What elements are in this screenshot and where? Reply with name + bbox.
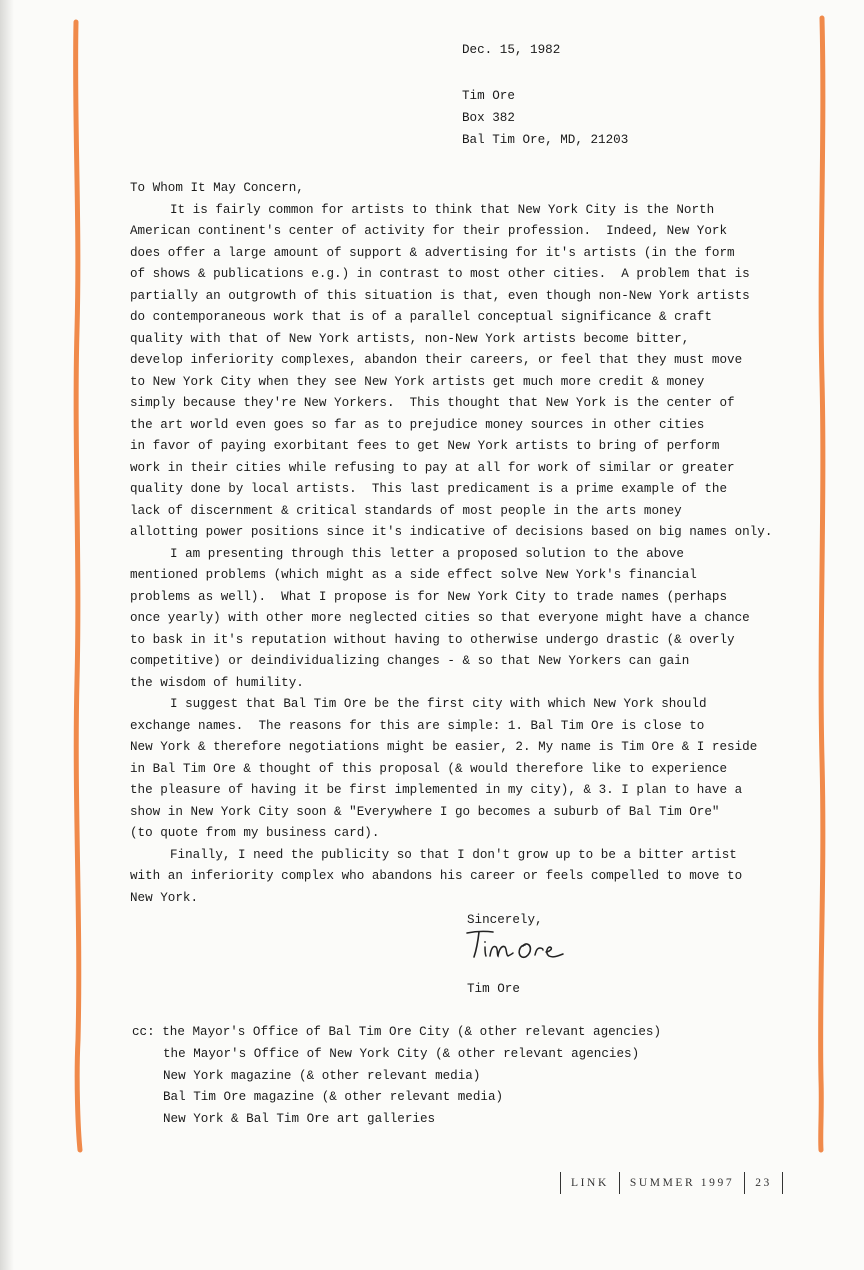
body-line: work in their cities while refusing to pay at all for work of similar or greater: [130, 460, 735, 475]
body-line: show in New York City soon & "Everywhere I go becomes a suburb of Bal Tim Ore": [130, 804, 720, 819]
cc-line: Bal Tim Ore magazine (& other relevant media): [163, 1090, 504, 1105]
cc-list: [132, 1022, 661, 1131]
body-line: quality with that of New York artists, non-New York artists become bitter,: [130, 331, 690, 346]
body-line: once yearly) with other more neglected cities so that everyone might have a chance: [130, 611, 750, 625]
body-line: mentioned problems (which might as a side effect solve New York's financial: [130, 568, 697, 582]
body-line: lack of discernment & critical standards of most people in the arts money: [130, 503, 682, 518]
body-line: the wisdom of humility.: [130, 675, 304, 690]
body-line: partially an outgrowth of this situation is that, even though non-New York artists: [130, 288, 750, 303]
body-line: It is fairly common for artists to think that New York City is the North: [170, 202, 715, 217]
footer-divider: [560, 1172, 561, 1194]
footer-issue: SUMMER 1997: [629, 1177, 735, 1189]
body-paragraphs: [130, 200, 772, 910]
body-line: in favor of paying exorbitant fees to get New York artists to bring of perform: [130, 439, 720, 453]
footer-divider: [619, 1172, 620, 1194]
closing: Sincerely,: [467, 913, 543, 927]
body-line: the pleasure of having it be first implemented in my city), & 3. I plan to have a: [130, 783, 743, 797]
body-line: does offer a large amount of support & advertising for it's artists (in the form: [130, 245, 735, 260]
body-line: simply because they're New Yorkers. This thought that New York is the center of: [130, 396, 735, 410]
body-line: quality done by local artists. This last predicament is a prime example of the: [130, 482, 728, 496]
letter-date: Dec. 15, 1982: [462, 43, 561, 57]
typed-signature: Tim Ore: [467, 982, 520, 996]
body-line: New York & therefore negotiations might be easier, 2. My name is Tim Ore & I reside: [130, 740, 758, 754]
body-line: to bask in it's reputation without having to otherwise undergo drastic (& overly: [130, 632, 735, 647]
sender-city: Bal Tim Ore, MD, 21203: [462, 133, 629, 147]
body-line: do contemporaneous work that is of a parallel conceptual significance & craft: [130, 310, 712, 324]
body-line: in Bal Tim Ore & thought of this proposal (& would therefore like to experience: [130, 761, 728, 776]
body-line: Finally, I need the publicity so that I don't grow up to be a bitter artist: [170, 847, 737, 862]
body-line: American continent's center of activity for their profession. Indeed, New York: [130, 224, 728, 238]
body-line: (to quote from my business card).: [130, 826, 380, 840]
handwritten-signature: [463, 925, 573, 965]
cc-line: the Mayor's Office of New York City (& other relevant agencies): [163, 1046, 640, 1061]
page-footer: [550, 1171, 793, 1195]
footer-page-number: 23: [755, 1177, 772, 1189]
cc-line: New York magazine (& other relevant media): [163, 1068, 481, 1083]
body-line: New York.: [130, 890, 199, 905]
body-line: to New York City when they see New York artists get much more credit & money: [130, 374, 705, 389]
body-line: I suggest that Bal Tim Ore be the first city with which New York should: [170, 697, 707, 711]
body-line: of shows & publications e.g.) in contrast to most other cities. A problem that is: [130, 267, 750, 281]
cc-line: cc: the Mayor's Office of Bal Tim Ore City (& other relevant agencies): [132, 1025, 662, 1039]
cc-line: New York & Bal Tim Ore art galleries: [163, 1112, 436, 1127]
right-margin-line: [821, 18, 823, 1150]
body-line: the art world even goes so far as to prejudice money sources in other cities: [130, 417, 705, 432]
body-line: with an inferiority complex who abandons his career or feels compelled to move to: [130, 869, 743, 883]
sender-name: Tim Ore: [462, 89, 515, 103]
body-line: allotting power positions since it's indicative of decisions based on big names only.: [130, 525, 773, 539]
salutation: To Whom It May Concern,: [130, 181, 304, 195]
body-line: develop inferiority complexes, abandon their careers, or feel that they must move: [130, 353, 743, 367]
footer-divider: [744, 1172, 745, 1194]
sender-box: Box 382: [462, 111, 515, 125]
footer-divider: [782, 1172, 783, 1194]
footer-publication: LINK: [571, 1177, 609, 1189]
body-line: exchange names. The reasons for this are simple: 1. Bal Tim Ore is close to: [130, 718, 705, 733]
letter-body: [130, 178, 772, 909]
left-margin-line: [76, 22, 80, 1150]
body-line: problems as well). What I propose is for New York City to trade names (perhaps: [130, 589, 728, 604]
body-line: I am presenting through this letter a proposed solution to the above: [170, 546, 684, 561]
body-line: competitive) or deindividualizing changes - & so that New Yorkers can gain: [130, 654, 690, 668]
